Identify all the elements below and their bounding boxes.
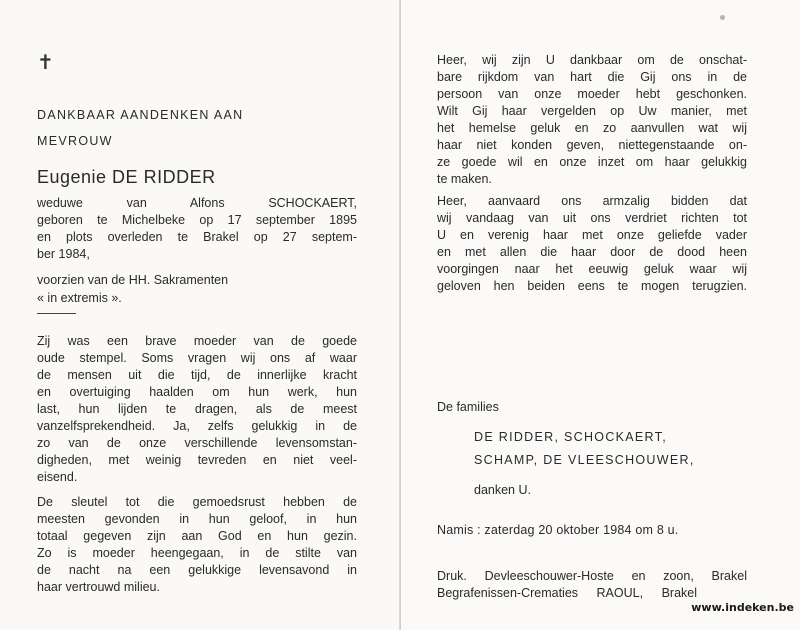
families-intro: De families — [437, 400, 499, 414]
prayer-line: persoon van onze moeder hebt geschonken. — [437, 87, 747, 101]
service-info: Namis : zaterdag 20 oktober 1984 om 8 u. — [437, 523, 679, 537]
paragraph-line: zo van de onze verschillende levensomstan- — [37, 436, 357, 450]
prayer-line: U en verenig haar met onze geliefde vader — [437, 228, 747, 242]
bio-line: weduwe van Alfons SCHOCKAERT, — [37, 196, 357, 210]
paragraph-line: Zo is moeder heengegaan, in de stilte van — [37, 546, 357, 560]
cross-icon: ✝ — [37, 52, 54, 74]
prayer-line: wij vandaag van uit ons verdriet richten tot — [437, 211, 747, 225]
prayer-line: het hemelse geluk en zo aanvullen wat wij — [437, 121, 747, 135]
prayer-line: haar niet konden geven, niettegenstaande on- — [437, 138, 747, 152]
prayer-line: bare rijkdom van hart die Gij ons in de — [437, 70, 747, 84]
prayer-line: Heer, wij zijn U dankbaar om de onschat- — [437, 53, 747, 67]
paragraph-line: Zij was een brave moeder van de goede — [37, 334, 357, 348]
thanks-text: danken U. — [474, 483, 531, 497]
sacrament-line: voorzien van de HH. Sakramenten — [37, 273, 229, 287]
bio-line: geboren te Michelbeke op 17 september 1895 — [37, 213, 357, 227]
paragraph-line: eisend. — [37, 470, 78, 484]
sacrament-line: « in extremis ». — [37, 291, 122, 305]
paragraph-line: last, hun lijden te dragen, als de meest — [37, 402, 357, 416]
paragraph-line: haar vertrouwd milieu. — [37, 580, 160, 594]
printer-line: Druk. Devleeschouwer-Hoste en zoon, Brakel — [437, 569, 747, 583]
paragraph-line: meesten gevonden in hun geloof, in hun — [37, 512, 357, 526]
paragraph-line: oude stempel. Soms vragen wij ons af waar — [37, 351, 357, 365]
prayer-line: Heer, aanvaard ons armzalig bidden dat — [437, 194, 747, 208]
bio-line: en plots overleden te Brakel op 27 septem- — [37, 230, 357, 244]
prayer-line: Wilt Gij haar vergelden op Uw manier, met — [437, 104, 747, 118]
page-fold — [399, 0, 401, 630]
prayer-line: ze goede wil en onze inzet om haar gelukkig — [437, 155, 747, 169]
paragraph-line: de nacht na een gelukkige levensavond in — [37, 563, 357, 577]
deceased-name: Eugenie DE RIDDER — [37, 167, 216, 187]
prayer-line: voorgingen naar het eeuwig geluk waar wij — [437, 262, 747, 276]
paper-mark — [720, 15, 725, 20]
prayer-line: en met allen die haar door de dood heen — [437, 245, 747, 259]
bio-line: ber 1984, — [37, 247, 90, 261]
paragraph-line: digheden, met weinig tevreden en niet veel- — [37, 453, 357, 467]
families-line: DE RIDDER, SCHOCKAERT, — [474, 430, 667, 444]
prayer-line: geloven hen beiden eens te mogen terugzien. — [437, 279, 747, 293]
paragraph-line: en overtuiging haalden om hun werk, hun — [37, 385, 357, 399]
paragraph-line: de mensen uit die tijd, de innerlijke kracht — [37, 368, 357, 382]
paragraph-line: totaal gegeven zijn aan God en hun gezin. — [37, 529, 357, 543]
paragraph-line: vanzelfsprekendheid. Ja, zelfs gelukkig in de — [37, 419, 357, 433]
prayer-line: te maken. — [437, 172, 492, 186]
paragraph-line: De sleutel tot die gemoedsrust hebben de — [37, 495, 357, 509]
families-line: SCHAMP, DE VLEESCHOUWER, — [474, 453, 695, 467]
heading-line-1: DANKBAAR AANDENKEN AAN — [37, 108, 244, 122]
separator-line — [37, 313, 76, 314]
watermark-text: www.indeken.be — [691, 601, 794, 614]
printer-line: Begrafenissen-Crematies RAOUL, Brakel — [437, 586, 697, 600]
heading-line-2: MEVROUW — [37, 134, 113, 148]
